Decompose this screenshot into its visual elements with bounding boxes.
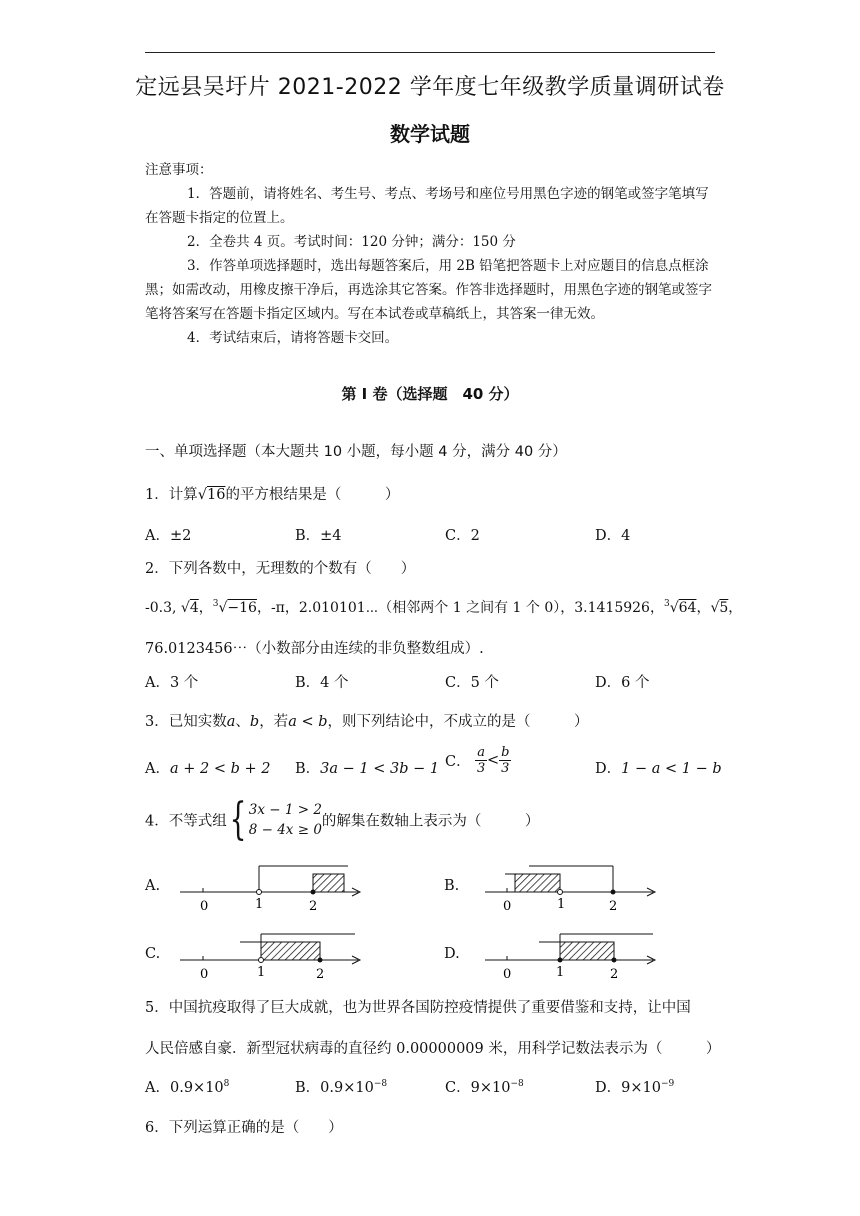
note-item: 1．答题前，请将姓名、考生号、考点、考场号和座位号用黑色字迹的钢笔或签字笔填写在答题卡指定的位置上。 bbox=[145, 186, 709, 226]
notes-block bbox=[145, 158, 720, 350]
tick-label: 1 bbox=[255, 897, 264, 912]
q5-option-b-label: B． bbox=[295, 1080, 321, 1096]
q1-suffix: 的平方根结果是（ ） bbox=[225, 487, 400, 503]
frac-denominator: 3 bbox=[501, 761, 510, 776]
note-item: 3．作答单项选择题时，选出每题答案后，用 2B 铅笔把答题卡上对应题目的信息点框涂黑；如需改动，用橡皮擦干净后，再选涂其它答案。作答非选择题时，用黑色字迹的钢笔或签字笔将答案写在答题卡指定区域内。写在本试卷或草稿纸上，其答案一律无效。 bbox=[145, 258, 712, 322]
frac-numerator: a bbox=[477, 745, 485, 760]
q3-option-a bbox=[145, 757, 270, 778]
tick-label: 1 bbox=[257, 965, 266, 980]
q2-cbrt-neg16: −16 bbox=[227, 600, 257, 616]
q2-neg03: -0.3, bbox=[145, 600, 177, 616]
part-heading: 第 I 卷（选择题 40 分） bbox=[341, 385, 519, 403]
q2-sqrt5: 5 bbox=[719, 600, 729, 616]
q4-option-c-label: C. bbox=[145, 946, 161, 962]
frac-numerator: b bbox=[501, 745, 510, 760]
q3-var-b: b bbox=[249, 714, 260, 730]
q3-condition: a < b bbox=[288, 714, 328, 730]
question-2-stem: 2．下列各数中，无理数的个数有（ ） bbox=[145, 561, 416, 577]
q5-option-c-exp: −8 bbox=[510, 1079, 524, 1090]
q5-option-c-label: C． bbox=[445, 1080, 471, 1096]
q3-var-a: a bbox=[226, 714, 236, 730]
q4-system bbox=[249, 800, 322, 840]
q5-option-b-base: 0.9×10 bbox=[320, 1080, 374, 1096]
q3-option-b bbox=[295, 757, 439, 778]
q2-sqrt4: 4 bbox=[189, 600, 199, 616]
q2-option-d: D．6 个 bbox=[595, 675, 650, 691]
tick-label: 0 bbox=[200, 899, 209, 914]
q3-option-c-frac-left bbox=[475, 745, 487, 776]
q2-option-a: A．3 个 bbox=[145, 675, 199, 691]
q4-option-d-label: D. bbox=[444, 946, 460, 962]
q2-numbers-mid: ，-π，2.010101⋯（相邻两个 1 之间有 1 个 0），3.1415926， bbox=[256, 600, 664, 616]
q5-option-b bbox=[295, 1076, 387, 1097]
q5-option-a-exp: 8 bbox=[223, 1079, 230, 1090]
q5-option-d bbox=[595, 1076, 674, 1097]
q5-option-c-base: 9×10 bbox=[470, 1080, 511, 1096]
q2-option-c: C．5 个 bbox=[445, 675, 499, 691]
tick-label: 1 bbox=[556, 965, 565, 980]
exam-title: 定远县吴圩片 2021-2022 学年度七年级教学质量调研试卷 bbox=[135, 75, 725, 100]
q3-option-c: C． $\frac{a}{3}$ < $\frac{b}{3}$ bbox=[445, 745, 510, 776]
frac-denominator: 3 bbox=[476, 761, 486, 776]
q3-stem-b: ，若 bbox=[259, 714, 289, 730]
tick-label: 1 bbox=[557, 897, 566, 912]
q2-option-b: B．4 个 bbox=[295, 675, 349, 691]
q4-option-a-label: A. bbox=[145, 878, 161, 894]
q1-option-d: D．4 bbox=[595, 528, 631, 544]
q3-option-c-label: C． bbox=[445, 754, 471, 770]
q4-option-a-number-line bbox=[170, 858, 370, 918]
q3-sep: 、 bbox=[235, 714, 250, 730]
q5-option-a-base: 0.9×10 bbox=[169, 1080, 224, 1096]
tick-label: 0 bbox=[200, 967, 209, 982]
question-3-stem bbox=[145, 710, 588, 731]
q4-option-d-number-line bbox=[475, 926, 665, 986]
question-6-stem: 6．下列运算正确的是（ ） bbox=[145, 1120, 343, 1136]
q4-option-c-number-line bbox=[170, 926, 370, 986]
q4-option-b-label: B. bbox=[444, 878, 460, 894]
q5-option-c bbox=[445, 1076, 524, 1097]
q1-option-b: B．±4 bbox=[295, 528, 342, 544]
q3-option-b-expr: 3a − 1 < 3b − 1 bbox=[320, 761, 440, 777]
tick-label: 2 bbox=[316, 967, 325, 982]
q2-numbers-line1: -0.3, √4，$^3$√−16，-π，2.010101⋯（相邻两个 1 之间有 1 个 0），3.1415926，$^3$√64，√5， bbox=[145, 599, 743, 616]
top-rule bbox=[145, 52, 715, 53]
q3-option-c-frac-right bbox=[499, 745, 511, 776]
q1-prefix: 1．计算 bbox=[145, 487, 198, 503]
q4-suffix: 的解集在数轴上表示为（ ） bbox=[321, 813, 540, 830]
question-4-stem: 4．不等式组{ 3x − 1 > 2 8 − 4x ≥ 0 的解集在数轴上表示为（ ） bbox=[145, 794, 540, 845]
q1-option-a: A．±2 bbox=[145, 528, 192, 544]
q4-prefix: 4．不等式组 bbox=[145, 813, 227, 830]
q5-option-d-base: 9×10 bbox=[621, 1080, 661, 1096]
question-5-line2: 人民倍感自豪．新型冠状病毒的直径约 0.00000009 米，用科学记数法表示为（ ） bbox=[145, 1041, 721, 1057]
q2-numbers-line2: 76.0123456⋯（小数部分由连续的非负整数组成）. bbox=[145, 641, 484, 657]
tick-label: 2 bbox=[309, 899, 318, 914]
note-item: 2．全卷共 4 页。考试时间：120 分钟；满分：150 分 bbox=[187, 234, 516, 250]
q1-radicand: 16 bbox=[206, 487, 226, 503]
q4-inequality-1: 3x − 1 > 2 bbox=[248, 802, 322, 818]
section-heading: 一、单项选择题（本大题共 10 小题，每小题 4 分，满分 40 分） bbox=[145, 444, 567, 460]
q3-option-a-expr: a + 2 < b + 2 bbox=[169, 761, 271, 777]
note-item: 4．考试结束后，请将答题卡交回。 bbox=[187, 330, 399, 346]
exam-subtitle: 数学试题 bbox=[390, 122, 470, 146]
q4-inequality-2: 8 − 4x ≥ 0 bbox=[248, 822, 322, 838]
q3-stem-a: 3．已知实数 bbox=[145, 714, 227, 730]
q5-option-d-label: D． bbox=[595, 1080, 622, 1096]
q5-option-a-label: A． bbox=[145, 1080, 170, 1096]
tick-label: 0 bbox=[503, 967, 512, 982]
question-1: 1．计算√16的平方根结果是（ ） bbox=[145, 487, 400, 503]
q1-option-c: C．2 bbox=[445, 528, 480, 544]
q5-option-a bbox=[145, 1076, 229, 1097]
q3-option-b-label: B． bbox=[295, 761, 321, 777]
q5-option-b-exp: −8 bbox=[373, 1079, 388, 1090]
q3-option-a-label: A． bbox=[145, 761, 170, 777]
q3-option-d-expr: 1 − a < 1 − b bbox=[621, 761, 722, 777]
tick-label: 2 bbox=[609, 899, 618, 914]
notes-heading: 注意事项： bbox=[145, 162, 213, 178]
q2-cbrt64: 64 bbox=[678, 600, 697, 616]
q4-option-b-number-line bbox=[475, 858, 665, 918]
question-5-line1: 5．中国抗疫取得了巨大成就，也为世界各国防控疫情提供了重要借鉴和支持，让中国 bbox=[145, 1000, 691, 1016]
tick-label: 2 bbox=[610, 967, 619, 982]
q3-option-d-label: D． bbox=[595, 761, 622, 777]
q3-stem-c: ，则下列结论中，不成立的是（ ） bbox=[327, 714, 589, 730]
q5-option-d-exp: −9 bbox=[660, 1079, 675, 1090]
tick-label: 0 bbox=[503, 899, 512, 914]
q3-option-d bbox=[595, 757, 722, 778]
